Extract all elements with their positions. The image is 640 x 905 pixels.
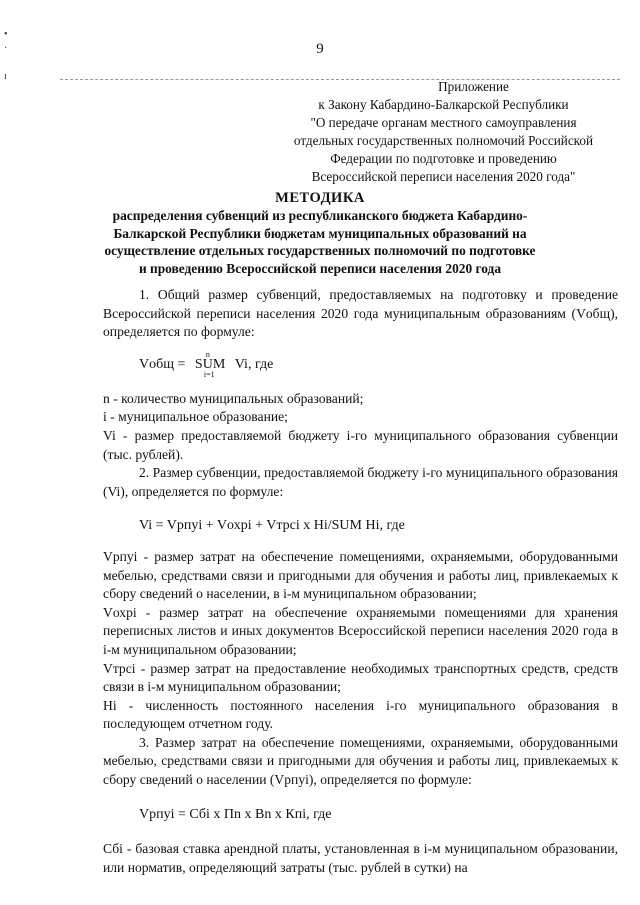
document-title: МЕТОДИКА	[275, 190, 365, 206]
definition-sbi: Сбi - базовая ставка арендной платы, установленная в i-м муниципальном образовании, или норматив, определяющий затраты (тыс. рублей в сутки) на	[103, 841, 618, 875]
definition-n: n - количество муниципальных образований;	[103, 390, 364, 406]
paragraph-2: 2. Размер субвенции, предоставляемой бюджету i-го муниципального образования (Vi), определяется по формуле:	[103, 465, 618, 499]
document-body	[103, 286, 618, 877]
definition-vohr: Vохрi - размер затрат на обеспечение охраняемыми помещениями для хранения переписных листов и иных документов Всероссийской переписи населения 2020 года в i-м муниципальном образовании;	[103, 604, 618, 657]
formula-rent: Vрпуi = Сбi x Пn x Вn x Кпi, где	[139, 806, 332, 822]
formula-total: Vобщ = n SUM i=1 Vi, где	[139, 349, 274, 379]
definition-vtrs: Vтрсi - размер затрат на предоставление необходимых транспортных средств, средств связи в i-м муниципальном образовании;	[103, 660, 618, 695]
appendix-header: Приложение к Закону Кабардино-Балкарской Республики "О передаче органам местного самоуправления отдельных государственных полномочий Российской Федерации по подготовке и проведению Всероссийской переписи населения 2020 года"	[293, 79, 594, 184]
sum-operator: n SUM i=1	[194, 349, 226, 379]
paragraph-1: 1. Общий размер субвенций, предоставляемых на подготовку и проведение Всероссийской переписи населения 2020 года муниципальным образованиям (Vобщ), определяется по формуле:	[103, 287, 618, 340]
definition-vi: Vi - размер предоставляемой бюджету i-го муниципального образования субвенции (тыс. рублей).	[103, 427, 618, 462]
definition-i: i - муниципальное образование;	[103, 409, 288, 425]
definition-hi: Hi - численность постоянного населения i-го муниципального образования в последующем отчетном году.	[103, 697, 618, 732]
page-number: 9	[316, 41, 324, 57]
document-subtitle: распределения субвенций из республиканского бюджета Кабардино- Балкарской Республики бюджетам муниципальных образований на осуществление отдельных государственных полномочий по подготовке и проведению Всероссийской переписи населения 2020 года	[104, 208, 536, 276]
formula-subvention: Vi = Vрпуi + Vохрi + Vтрсi x Hi/SUM Hi, где	[139, 518, 405, 534]
definition-vrpu: Vрпуi - размер затрат на обеспечение помещениями, охраняемыми, оборудованными мебелью, средствами связи и пригодными для обучения и работы лиц, привлекаемых к сбору сведений о населении, в i-м муниципальном образовании;	[103, 548, 618, 602]
margin-marks: • · ɪ	[4, 29, 8, 82]
paragraph-3: 3. Размер затрат на обеспечение помещениями, охраняемыми, оборудованными мебелью, средствами связи и пригодными для обучения и работы лиц, привлекаемых к сбору сведений о населении (Vрпуi), определяется по формуле:	[103, 734, 618, 788]
